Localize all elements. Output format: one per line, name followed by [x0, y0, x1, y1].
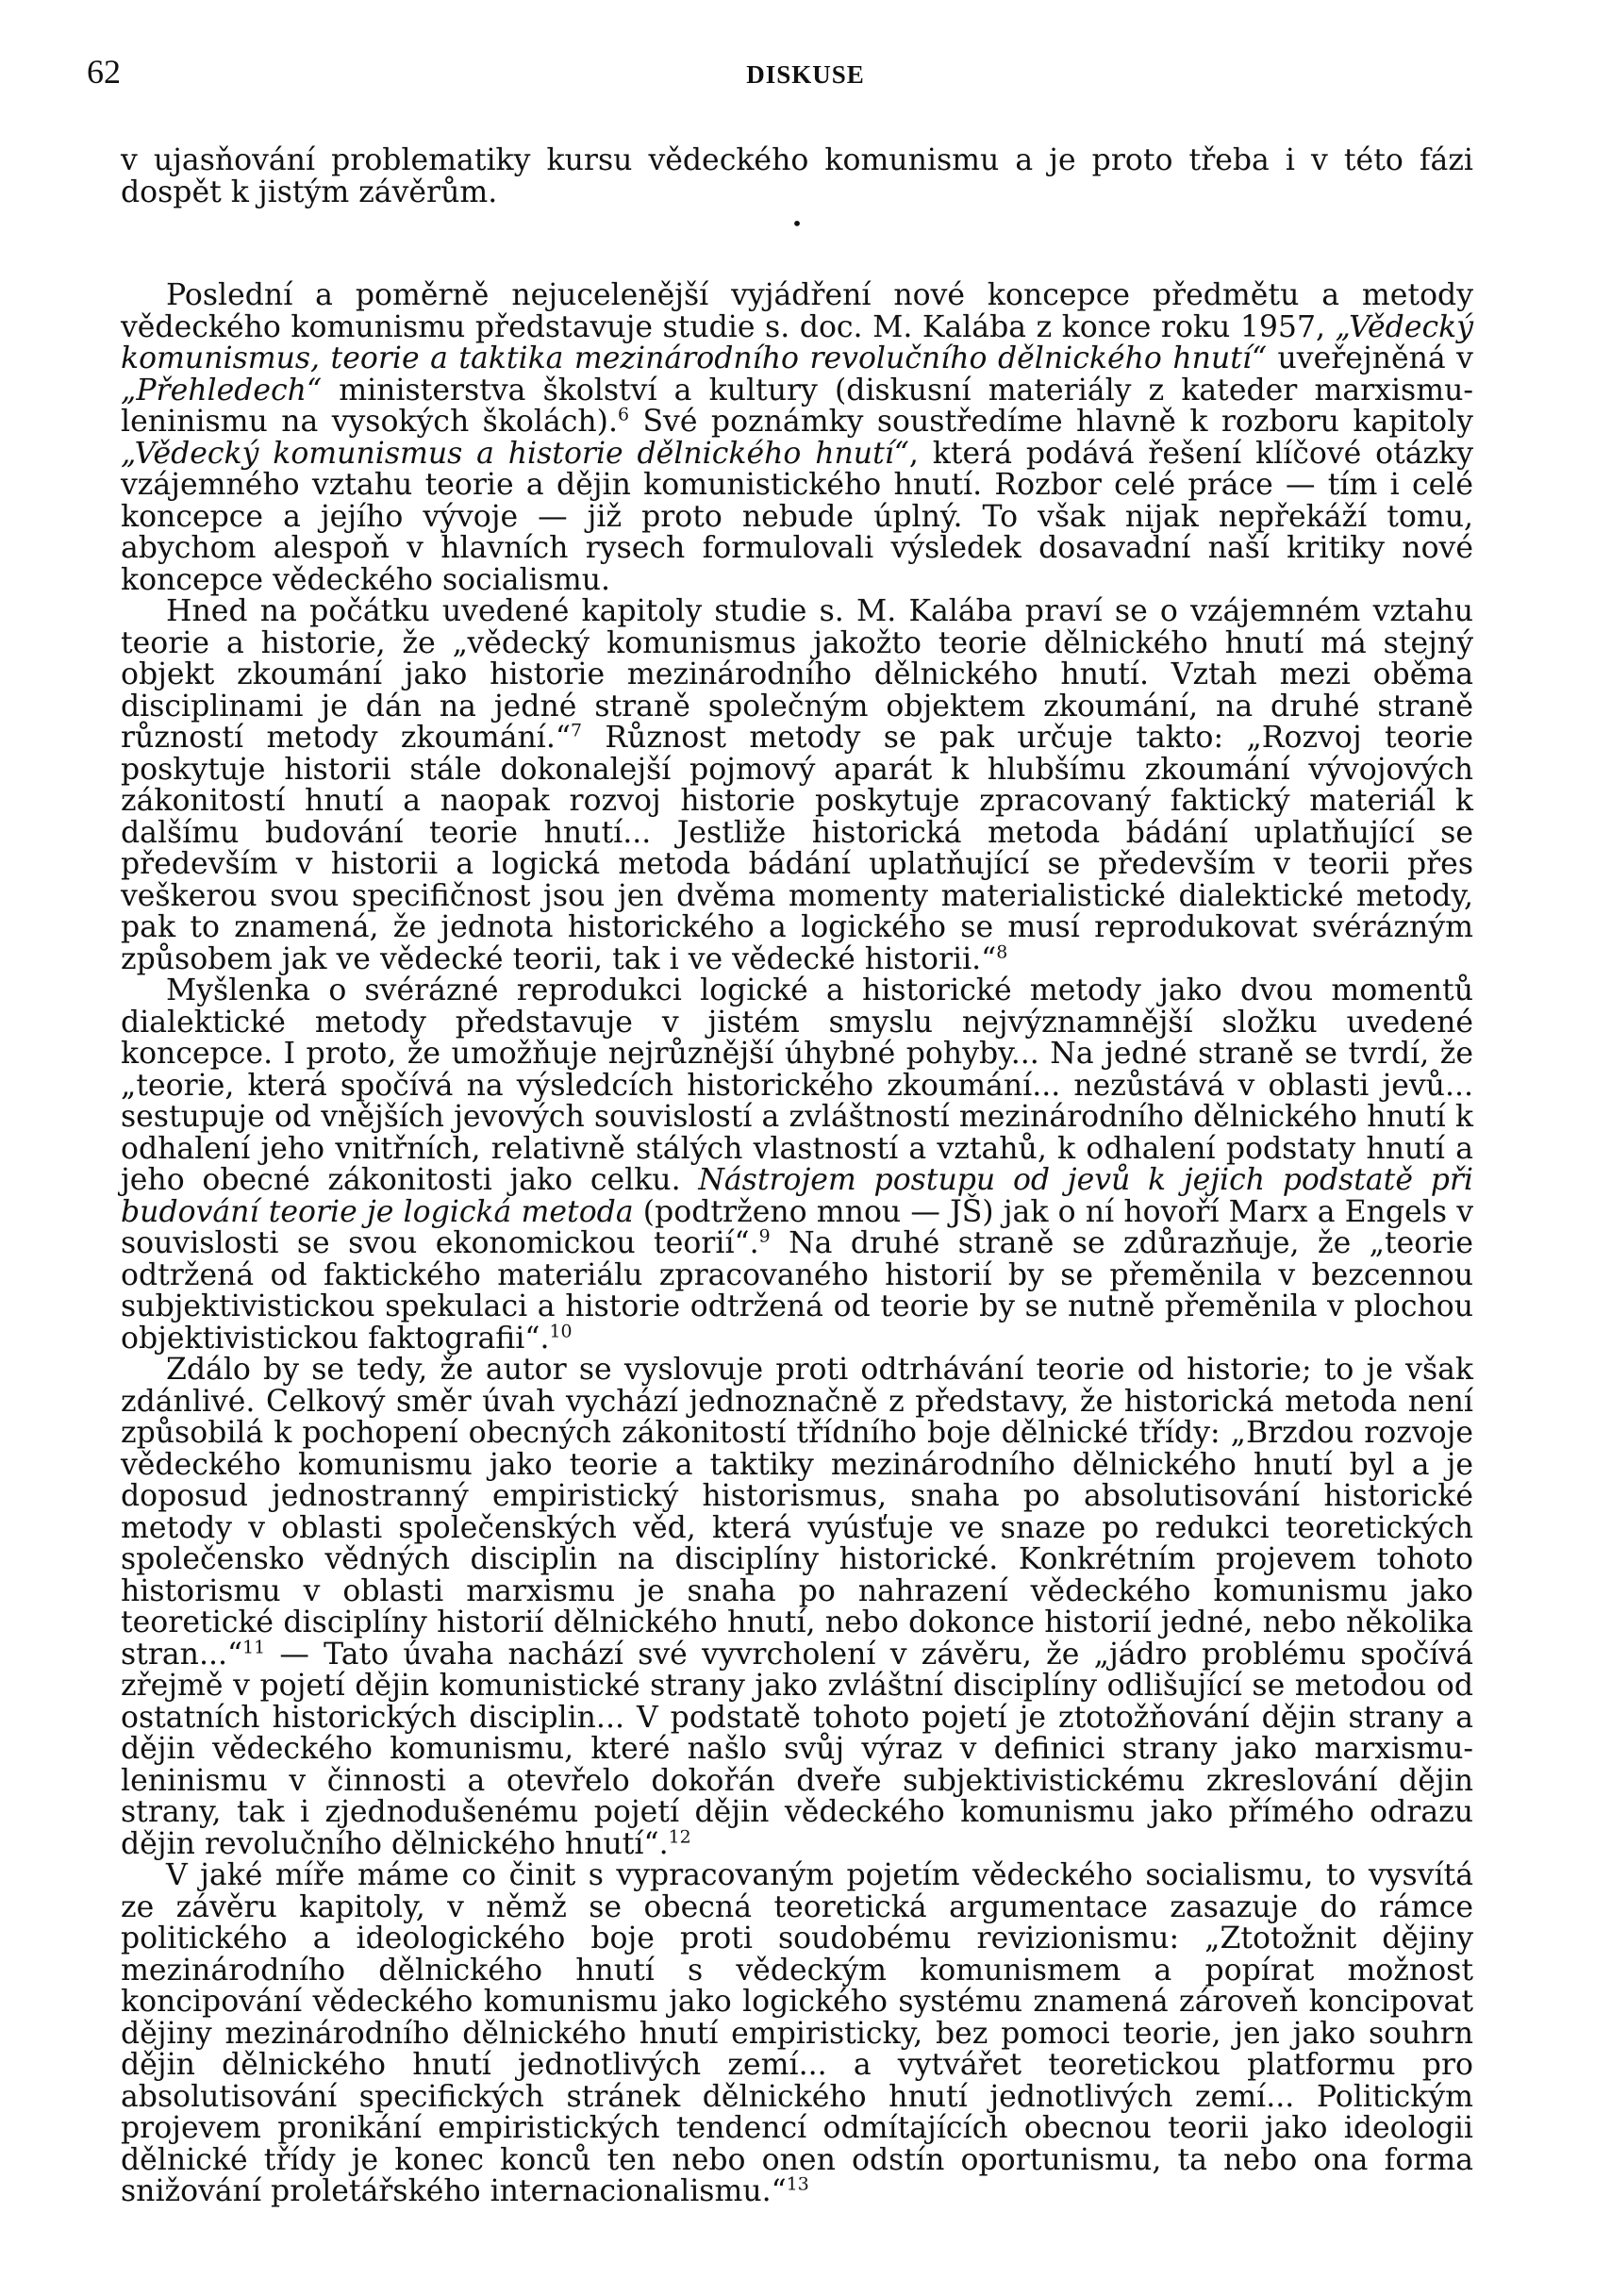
paragraph [121, 1860, 1473, 2208]
text-run: Myšlenka o svérázné reprodukci logické a historické metody jako dvou momentů dialektické metody představuje v jistém smyslu nejvýznamnější složku uvedené koncepce. I proto, že umožňuje nejrůznější úhybné pohyby... Na jedné straně se tvrdí, že „teorie, která spočívá na výsledcích historického zkoumání... nezůstává v oblasti jevů... sestupuje od vnějších jevových souvislostí a zvláštností mezinárodního dělnického hnutí k odhalení jeho vnitřních, relativně stálých vlastností a vztahů, k odhalení podstaty hnutí a jeho obecné zákonitosti jako celku. [121, 973, 1473, 1197]
footnote-marker: 10 [549, 1321, 573, 1341]
text-run: Různost metody se pak určuje takto: „Rozvoj teorie poskytuje historii stále dokonalejší pojmový aparát k hlubšímu zkoumání vývojových zákonitostí hnutí a naopak rozvoj historie poskytuje zpracovaný faktický materiál k dalšímu budování teorie hnutí... Jestliže historická metoda bádání uplatňující se především v historii a logická metoda bádání uplatňující se především v teorii přes veškerou svou specifičnost jsou jen dvěma momenty materialistické dialektické metody, pak to znamená, že jednota historického a logického se musí reprodukovat svérázným způsobem jak ve vědecké teorii, tak i ve vědecké historii.“ [121, 721, 1473, 976]
text-run: Poslední a poměrně nejucelenější vyjádření nové koncepce předmětu a metody vědeckého komunismu představuje studie s. doc. M. Kalába z konce roku 1957, [121, 278, 1473, 344]
italic-title: „Vědecký komunismus, teorie a taktika mezinárodního revolučního dělnického hnutí“ [121, 309, 1473, 375]
italic-title: „Přehledech“ [121, 373, 323, 408]
text-run: Hned na počátku uvedené kapitoly studie s. M. Kalába praví se o vzájemném vztahu teorie a historie, že „vědecký komunismus jakožto teorie dělnického hnutí má stejný objekt zkoumání jako historie mezinárodního dělnického hnutí. Vztah mezi oběma disciplinami je dán na jedné straně společným objektem zkoumání, na druhé straně růzností metody zkoumání.“ [121, 594, 1473, 755]
text-run: Na druhé straně se zdůrazňuje, že „teorie odtržená od faktického materiálu zpracovaného historií by se přeměnila v bezcennou subjektivistickou spekulaci a historie odtržená od teorie by se nutně přeměnila v plochou objektivistickou faktografii“. [121, 1226, 1474, 1356]
paragraph [121, 280, 1473, 596]
text-run: uveřejněná v [1267, 341, 1473, 375]
italic-title: Nástrojem postupu od jevů k jejich podstatě při budování teorie je logická metoda [121, 1163, 1473, 1229]
page-number: 62 [87, 53, 121, 91]
footnote-marker: 8 [996, 941, 1008, 962]
paragraph [121, 1355, 1473, 1860]
footnote-marker: 7 [570, 720, 582, 741]
text-run: (podtrženo mnou — JŠ) jak o ní hovoří Marx a Engels v souvislosti se svou ekonomickou teorií“. [121, 1194, 1473, 1260]
text-run: ministerstva školství a kultury (diskusní materiály z kateder marxismu-leninismu na vysokých školách). [121, 373, 1473, 439]
footnote-marker: 11 [242, 1637, 266, 1657]
body-text [121, 145, 1473, 2208]
running-title: DISKUSE [746, 60, 865, 89]
text-run: V jaké míře máme co činit s vypracovaným pojetím vědeckého socialismu, to vysvítá ze závěru kapitoly, v němž se obecná teoretická argumentace zasazuje do rámce politického a ideologického boje proti soudobému revizionismu: „Ztotožnit dějiny mezinárodního dělnického hnutí s vědeckým komunismem a popírat možnost koncipování vědeckého komunismu jako logického systému znamená zároveň koncipovat dějiny mezinárodního dělnického hnutí empiristicky, bez pomoci teorie, jen jako souhrn dějin dělnického hnutí jednotlivých zemí... a vytvářet teoretickou platformu pro absolutisování specifických stránek dělnického hnutí jednotlivých zemí... Politickým projevem pronikání empiristických tendencí odmítajících obecnou teorii jako ideologii dělnické třídy je konec konců ten nebo onen odstín oportunismu, ta nebo ona forma snižování proletářského internacionalismu.“ [121, 1858, 1473, 2208]
text-run: — Tato úvaha nachází své vyvrcholení v závěru, že „jádro problému spočívá zřejmě v pojetí dějin komunistické strany jako zvláštní disciplíny odlišující se metodou od ostatních historických disciplin... V podstatě tohoto pojetí je ztotožňování dějin strany a dějin vědeckého komunismu, které našlo svůj výraz v definici strany jako marxismu-leninismu v činnosti a otevřelo dokořán dveře subjektivistickému zkreslování dějin strany, tak i zjednodušenému pojetí dějin vědeckého komunismu jako přímého odrazu dějin revolučního dělnického hnutí“. [121, 1637, 1473, 1861]
paragraph [121, 145, 1473, 208]
footnote-marker: 6 [617, 404, 630, 425]
italic-title: „Vědecký komunismus a historie dělnického hnutí“ [121, 436, 909, 471]
text-run: , která podává řešení klíčové otázky vzájemného vztahu teorie a dějin komunistického hnutí. Rozbor celé práce — tím i celé koncepce a jejího vývoje — již proto nebude úplný. To však nijak nepřekáží tomu, abychom alespoň v hlavních rysech formulovali výsledek dosavadní naší kritiky nové koncepce vědeckého socialismu. [121, 436, 1473, 597]
section-separator: • [791, 212, 803, 235]
footnote-marker: 13 [786, 2173, 809, 2195]
paragraph [121, 596, 1473, 975]
paragraph [121, 975, 1473, 1355]
footnote-marker: 12 [668, 1826, 691, 1847]
text-run: Zdálo by se tedy, že autor se vyslovuje proti odtrhávání teorie od historie; to je však zdánlivé. Celkový směr úvah vychází jednoznačně z představy, že historická metoda není způsobilá k pochopení obecných zákonitostí třídního boje dělnické třídy: „Brzdou rozvoje vědeckého komunismu jako teorie a taktiky mezinárodního dělnického hnutí byl a je doposud jednostranný empiristický historismus, snaha po absolutisování historické metody v oblasti společenských věd, která vyúsťuje ve snaze po redukci teoretických společensko vědných disciplin na disciplíny historické. Konkrétním projevem tohoto historismu v oblasti marxismu je snaha po nahrazení vědeckého komunismu jako teoretické disciplíny historií dělnického hnutí, nebo dokonce historií jedné, nebo několika stran...“ [121, 1353, 1473, 1672]
footnote-marker: 9 [758, 1225, 771, 1247]
text-run: Své poznámky soustředíme hlavně k rozboru kapitoly [629, 405, 1473, 439]
text-run: v ujasňování problematiky kursu vědeckého komunismu a je proto třeba i v této fázi dospět k jistým závěrům. [121, 143, 1473, 209]
